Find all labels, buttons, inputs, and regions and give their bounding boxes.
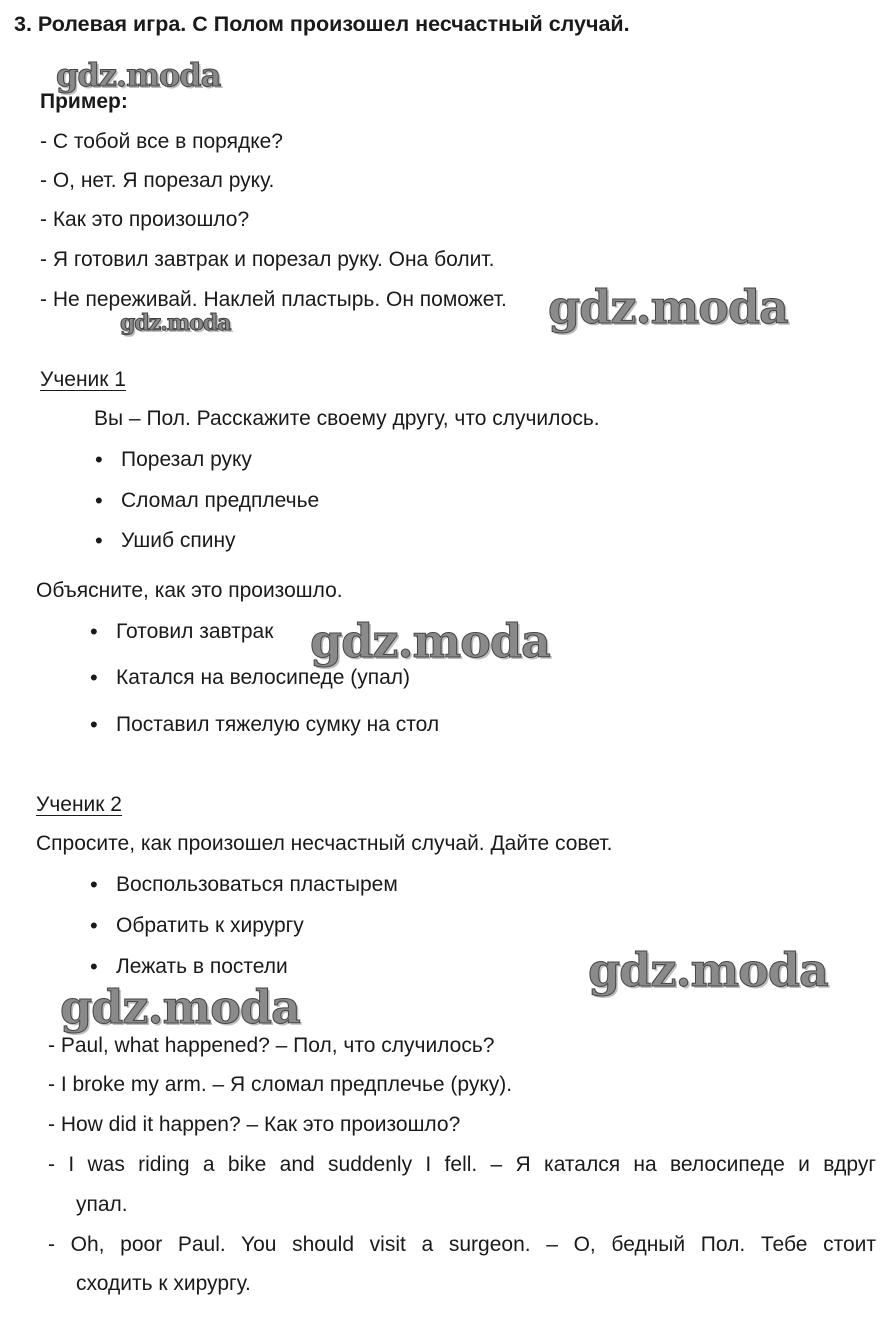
bullet: • [90, 712, 98, 737]
student2-intro: Спросите, как произошел несчастный случай. Дайте совет. [36, 832, 613, 855]
bullet: • [90, 619, 98, 644]
watermark: gdz.moda [310, 614, 550, 668]
list-item: Лежать в постели [116, 955, 288, 978]
bullet: • [90, 913, 98, 938]
example-line: - О, нет. Я порезал руку. [40, 169, 275, 192]
watermark: gdz.moda [56, 56, 221, 94]
list-item: Обратить к хирургу [116, 914, 304, 937]
student1-heading: Ученик 1 [40, 368, 126, 391]
list-item: Катался на велосипеде (упал) [116, 666, 411, 689]
bullet: • [95, 488, 103, 513]
dialogue-line-continued: упал. [76, 1193, 128, 1216]
dialogue-line-continued: сходить к хирургу. [76, 1272, 251, 1295]
bullet: • [90, 954, 98, 979]
student1-intro: Вы – Пол. Расскажите своему другу, что случилось. [94, 407, 600, 430]
dialogue-line: - I broke my arm. – Я сломал предплечье (руку). [48, 1073, 513, 1096]
list-item: Воспользоваться пластырем [116, 873, 398, 896]
student2-heading: Ученик 2 [36, 793, 122, 816]
watermark: gdz.moda [120, 310, 231, 336]
watermark: gdz.moda [548, 280, 788, 334]
dialogue-line: - Paul, what happened? – Пол, что случилось? [48, 1034, 495, 1057]
exercise-title: 3. Ролевая игра. С Полом произошел несчастный случай. [14, 12, 630, 36]
watermark: gdz.moda [588, 943, 828, 997]
watermark: gdz.moda [60, 980, 300, 1034]
example-heading: Пример: [40, 90, 128, 113]
bullet: • [90, 872, 98, 897]
list-item: Ушиб спину [121, 529, 236, 552]
example-line: - Не переживай. Наклей пластырь. Он поможет. [40, 288, 507, 311]
list-item: Готовил завтрак [116, 620, 274, 643]
example-line: - С тобой все в порядке? [40, 130, 283, 153]
student1-explain: Объясните, как это произошло. [36, 579, 343, 602]
dialogue-line: - Oh, poor Paul. You should visit a surgeon. – О, бедный Пол. Тебе стоит [48, 1233, 876, 1256]
bullet: • [90, 665, 98, 690]
bullet: • [95, 447, 103, 472]
example-line: - Как это произошло? [40, 208, 250, 231]
list-item: Сломал предплечье [121, 489, 320, 512]
bullet: • [95, 528, 103, 553]
dialogue-line: - I was riding a bike and suddenly I fell. – Я катался на велосипеде и вдруг [48, 1153, 876, 1176]
list-item: Поставил тяжелую сумку на стол [116, 713, 440, 736]
list-item: Порезал руку [121, 448, 252, 471]
dialogue-line: - How did it happen? – Как это произошло? [48, 1113, 461, 1136]
example-line: - Я готовил завтрак и порезал руку. Она болит. [40, 248, 495, 271]
